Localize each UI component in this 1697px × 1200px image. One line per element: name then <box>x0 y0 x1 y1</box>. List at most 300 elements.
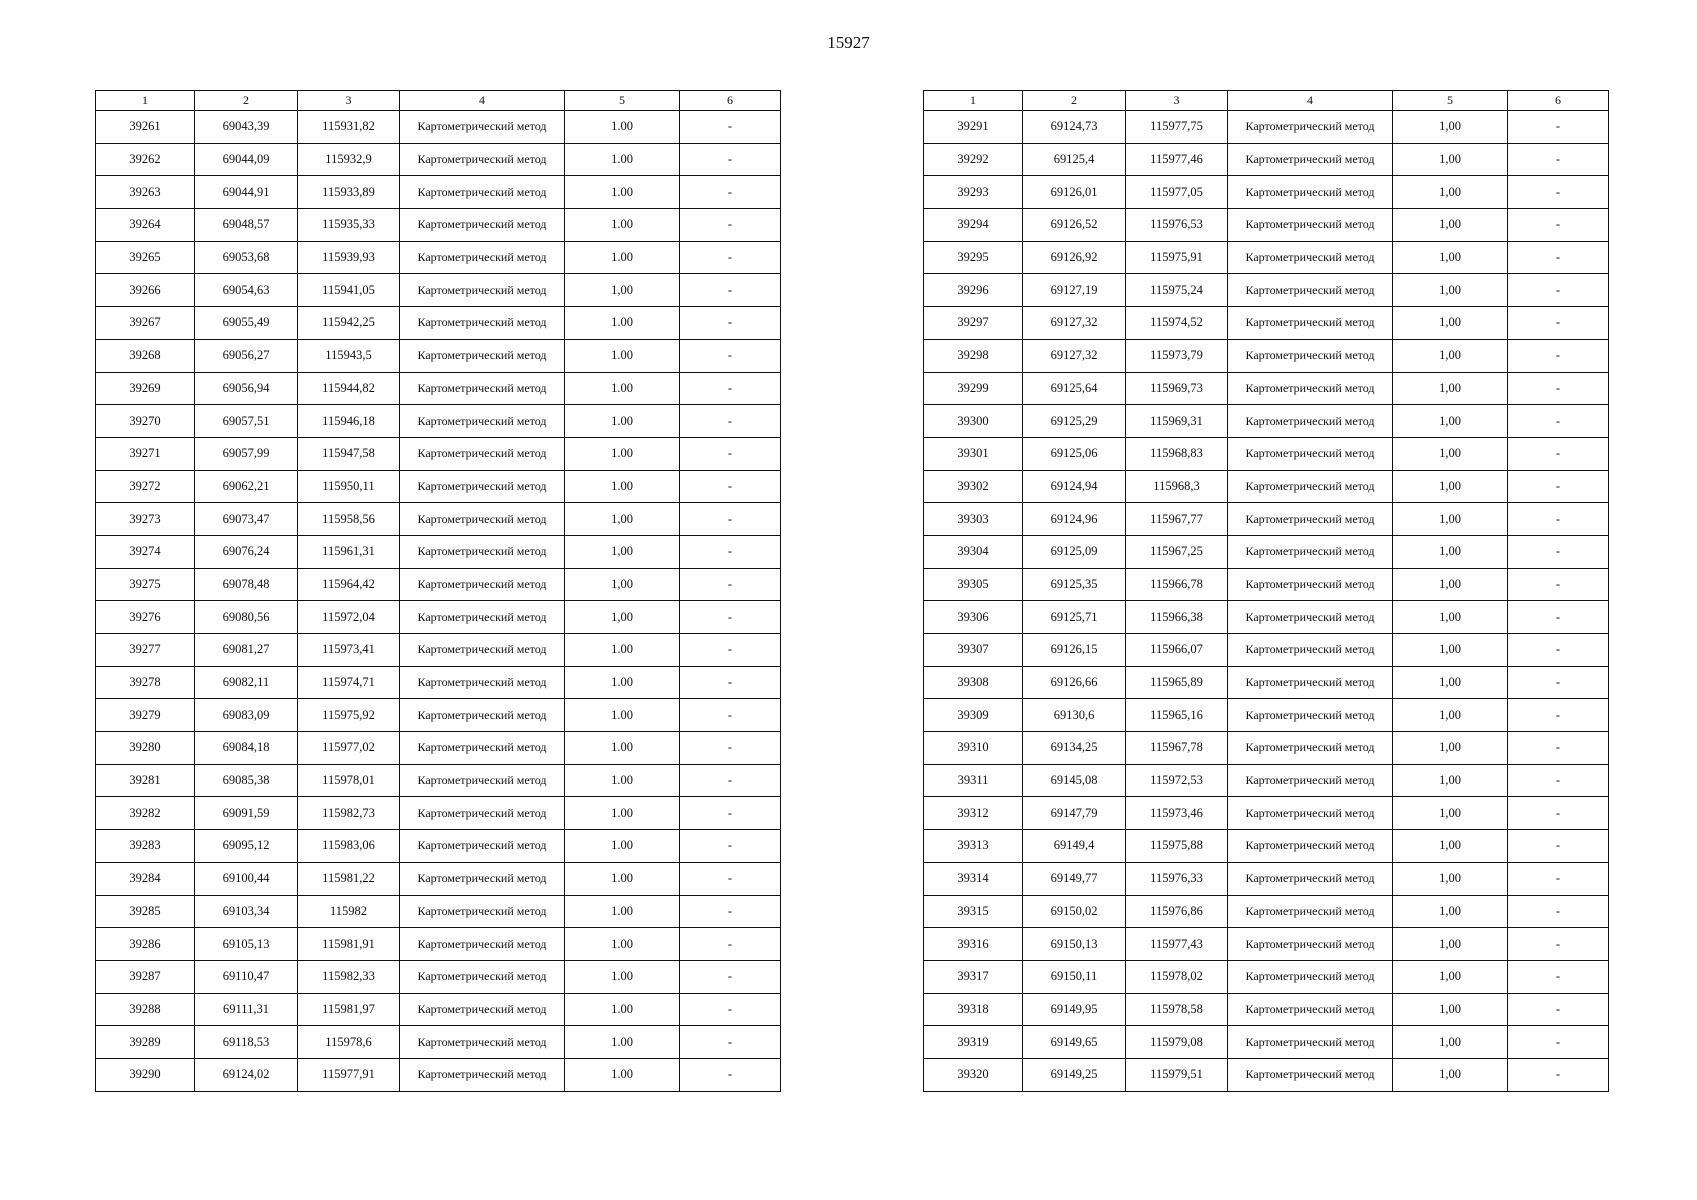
x-coordinate-cell: 69126,66 <box>1023 666 1126 699</box>
y-coordinate-cell: 115981,22 <box>298 862 400 895</box>
point-number-cell: 39261 <box>96 111 195 144</box>
x-coordinate-cell: 69043,39 <box>195 111 298 144</box>
description-cell: - <box>680 862 781 895</box>
method-cell: Картометрический метод <box>1228 176 1393 209</box>
table-row <box>96 111 781 144</box>
description-cell: - <box>680 470 781 503</box>
method-cell: Картометрический метод <box>400 732 565 765</box>
table-row <box>924 503 1609 536</box>
point-number-cell: 39262 <box>96 143 195 176</box>
accuracy-cell: 1,00 <box>565 535 680 568</box>
method-cell: Картометрический метод <box>400 372 565 405</box>
table-row <box>924 470 1609 503</box>
x-coordinate-cell: 69124,94 <box>1023 470 1126 503</box>
x-coordinate-cell: 69125,09 <box>1023 535 1126 568</box>
description-cell: - <box>680 241 781 274</box>
method-cell: Картометрический метод <box>400 960 565 993</box>
x-coordinate-cell: 69126,01 <box>1023 176 1126 209</box>
table-row <box>924 1026 1609 1059</box>
table-row <box>924 928 1609 961</box>
x-coordinate-cell: 69149,65 <box>1023 1026 1126 1059</box>
description-cell: - <box>680 797 781 830</box>
table-row <box>924 535 1609 568</box>
column-header: 1 <box>924 91 1023 111</box>
x-coordinate-cell: 69127,19 <box>1023 274 1126 307</box>
method-cell: Картометрический метод <box>1228 307 1393 340</box>
accuracy-cell: 1.00 <box>565 895 680 928</box>
x-coordinate-cell: 69078,48 <box>195 568 298 601</box>
description-cell: - <box>1508 732 1609 765</box>
accuracy-cell: 1.00 <box>565 634 680 667</box>
x-coordinate-cell: 69150,13 <box>1023 928 1126 961</box>
table-row <box>96 339 781 372</box>
table-row <box>924 993 1609 1026</box>
method-cell: Картометрический метод <box>1228 862 1393 895</box>
point-number-cell: 39319 <box>924 1026 1023 1059</box>
point-number-cell: 39315 <box>924 895 1023 928</box>
accuracy-cell: 1.00 <box>565 732 680 765</box>
table-row <box>924 666 1609 699</box>
description-cell: - <box>1508 993 1609 1026</box>
x-coordinate-cell: 69054,63 <box>195 274 298 307</box>
description-cell: - <box>680 1026 781 1059</box>
accuracy-cell: 1,00 <box>1393 405 1508 438</box>
description-cell: - <box>1508 241 1609 274</box>
table-row <box>924 143 1609 176</box>
description-cell: - <box>680 339 781 372</box>
x-coordinate-cell: 69048,57 <box>195 209 298 242</box>
description-cell: - <box>680 274 781 307</box>
method-cell: Картометрический метод <box>1228 634 1393 667</box>
description-cell: - <box>680 535 781 568</box>
description-cell: - <box>680 960 781 993</box>
column-header: 3 <box>1126 91 1228 111</box>
description-cell: - <box>680 143 781 176</box>
y-coordinate-cell: 115983,06 <box>298 830 400 863</box>
method-cell: Картометрический метод <box>1228 274 1393 307</box>
x-coordinate-cell: 69057,51 <box>195 405 298 438</box>
x-coordinate-cell: 69057,99 <box>195 437 298 470</box>
column-header: 6 <box>1508 91 1609 111</box>
description-cell: - <box>1508 470 1609 503</box>
y-coordinate-cell: 115976,53 <box>1126 209 1228 242</box>
accuracy-cell: 1.00 <box>565 437 680 470</box>
accuracy-cell: 1,00 <box>1393 1058 1508 1091</box>
x-coordinate-cell: 69126,52 <box>1023 209 1126 242</box>
method-cell: Картометрический метод <box>400 405 565 438</box>
point-number-cell: 39283 <box>96 830 195 863</box>
description-cell: - <box>680 1058 781 1091</box>
description-cell: - <box>1508 111 1609 144</box>
description-cell: - <box>1508 372 1609 405</box>
column-header: 4 <box>400 91 565 111</box>
x-coordinate-cell: 69111,31 <box>195 993 298 1026</box>
x-coordinate-cell: 69125,71 <box>1023 601 1126 634</box>
table-row <box>96 470 781 503</box>
accuracy-cell: 1.00 <box>565 470 680 503</box>
accuracy-cell: 1,00 <box>1393 372 1508 405</box>
table-row <box>924 732 1609 765</box>
method-cell: Картометрический метод <box>1228 437 1393 470</box>
x-coordinate-cell: 69081,27 <box>195 634 298 667</box>
description-cell: - <box>680 568 781 601</box>
coordinates-table-left <box>95 90 781 1092</box>
table-header-row <box>924 91 1609 111</box>
column-header: 2 <box>1023 91 1126 111</box>
point-number-cell: 39313 <box>924 830 1023 863</box>
y-coordinate-cell: 115976,86 <box>1126 895 1228 928</box>
table-row <box>924 634 1609 667</box>
point-number-cell: 39301 <box>924 437 1023 470</box>
table-row <box>96 960 781 993</box>
description-cell: - <box>680 503 781 536</box>
point-number-cell: 39280 <box>96 732 195 765</box>
table-row <box>96 437 781 470</box>
point-number-cell: 39286 <box>96 928 195 961</box>
accuracy-cell: 1,00 <box>1393 960 1508 993</box>
point-number-cell: 39266 <box>96 274 195 307</box>
point-number-cell: 39270 <box>96 405 195 438</box>
y-coordinate-cell: 115967,77 <box>1126 503 1228 536</box>
method-cell: Картометрический метод <box>1228 535 1393 568</box>
column-header: 1 <box>96 91 195 111</box>
method-cell: Картометрический метод <box>400 274 565 307</box>
description-cell: - <box>680 764 781 797</box>
method-cell: Картометрический метод <box>400 797 565 830</box>
accuracy-cell: 1,00 <box>1393 470 1508 503</box>
point-number-cell: 39303 <box>924 503 1023 536</box>
table-row <box>924 372 1609 405</box>
x-coordinate-cell: 69056,27 <box>195 339 298 372</box>
description-cell: - <box>680 928 781 961</box>
point-number-cell: 39320 <box>924 1058 1023 1091</box>
x-coordinate-cell: 69149,25 <box>1023 1058 1126 1091</box>
description-cell: - <box>680 209 781 242</box>
y-coordinate-cell: 115973,79 <box>1126 339 1228 372</box>
x-coordinate-cell: 69130,6 <box>1023 699 1126 732</box>
table-row <box>96 241 781 274</box>
point-number-cell: 39264 <box>96 209 195 242</box>
x-coordinate-cell: 69044,09 <box>195 143 298 176</box>
table-row <box>96 503 781 536</box>
y-coordinate-cell: 115979,08 <box>1126 1026 1228 1059</box>
method-cell: Картометрический метод <box>400 307 565 340</box>
table-row <box>924 568 1609 601</box>
description-cell: - <box>1508 568 1609 601</box>
y-coordinate-cell: 115975,92 <box>298 699 400 732</box>
y-coordinate-cell: 115982,33 <box>298 960 400 993</box>
method-cell: Картометрический метод <box>1228 993 1393 1026</box>
table-row <box>924 437 1609 470</box>
description-cell: - <box>1508 437 1609 470</box>
description-cell: - <box>1508 405 1609 438</box>
y-coordinate-cell: 115982,73 <box>298 797 400 830</box>
description-cell: - <box>1508 339 1609 372</box>
description-cell: - <box>680 601 781 634</box>
method-cell: Картометрический метод <box>400 143 565 176</box>
description-cell: - <box>1508 895 1609 928</box>
y-coordinate-cell: 115933,89 <box>298 176 400 209</box>
x-coordinate-cell: 69080,56 <box>195 601 298 634</box>
point-number-cell: 39269 <box>96 372 195 405</box>
y-coordinate-cell: 115935,33 <box>298 209 400 242</box>
accuracy-cell: 1,00 <box>1393 797 1508 830</box>
accuracy-cell: 1,00 <box>1393 830 1508 863</box>
description-cell: - <box>680 372 781 405</box>
description-cell: - <box>1508 176 1609 209</box>
x-coordinate-cell: 69126,15 <box>1023 634 1126 667</box>
table-row <box>924 895 1609 928</box>
table-row <box>924 274 1609 307</box>
description-cell: - <box>1508 666 1609 699</box>
y-coordinate-cell: 115975,91 <box>1126 241 1228 274</box>
point-number-cell: 39267 <box>96 307 195 340</box>
method-cell: Картометрический метод <box>1228 405 1393 438</box>
table-row <box>96 830 781 863</box>
point-number-cell: 39275 <box>96 568 195 601</box>
accuracy-cell: 1,00 <box>1393 862 1508 895</box>
y-coordinate-cell: 115966,07 <box>1126 634 1228 667</box>
point-number-cell: 39305 <box>924 568 1023 601</box>
y-coordinate-cell: 115969,31 <box>1126 405 1228 438</box>
accuracy-cell: 1,00 <box>565 568 680 601</box>
accuracy-cell: 1.00 <box>565 209 680 242</box>
x-coordinate-cell: 69150,11 <box>1023 960 1126 993</box>
x-coordinate-cell: 69124,73 <box>1023 111 1126 144</box>
table-row <box>96 797 781 830</box>
table-row <box>924 960 1609 993</box>
method-cell: Картометрический метод <box>1228 830 1393 863</box>
accuracy-cell: 1.00 <box>565 960 680 993</box>
y-coordinate-cell: 115977,46 <box>1126 143 1228 176</box>
x-coordinate-cell: 69125,4 <box>1023 143 1126 176</box>
accuracy-cell: 1,00 <box>1393 699 1508 732</box>
accuracy-cell: 1.00 <box>565 372 680 405</box>
y-coordinate-cell: 115972,04 <box>298 601 400 634</box>
y-coordinate-cell: 115978,02 <box>1126 960 1228 993</box>
y-coordinate-cell: 115976,33 <box>1126 862 1228 895</box>
table-row <box>924 405 1609 438</box>
point-number-cell: 39273 <box>96 503 195 536</box>
x-coordinate-cell: 69149,4 <box>1023 830 1126 863</box>
point-number-cell: 39296 <box>924 274 1023 307</box>
accuracy-cell: 1,00 <box>1393 176 1508 209</box>
y-coordinate-cell: 115965,16 <box>1126 699 1228 732</box>
x-coordinate-cell: 69085,38 <box>195 764 298 797</box>
description-cell: - <box>1508 797 1609 830</box>
description-cell: - <box>680 176 781 209</box>
point-number-cell: 39309 <box>924 699 1023 732</box>
method-cell: Картометрический метод <box>400 176 565 209</box>
x-coordinate-cell: 69055,49 <box>195 307 298 340</box>
method-cell: Картометрический метод <box>400 928 565 961</box>
description-cell: - <box>680 699 781 732</box>
y-coordinate-cell: 115978,58 <box>1126 993 1228 1026</box>
y-coordinate-cell: 115977,05 <box>1126 176 1228 209</box>
x-coordinate-cell: 69150,02 <box>1023 895 1126 928</box>
point-number-cell: 39306 <box>924 601 1023 634</box>
accuracy-cell: 1,00 <box>1393 895 1508 928</box>
x-coordinate-cell: 69127,32 <box>1023 307 1126 340</box>
y-coordinate-cell: 115969,73 <box>1126 372 1228 405</box>
point-number-cell: 39316 <box>924 928 1023 961</box>
method-cell: Картометрический метод <box>400 209 565 242</box>
x-coordinate-cell: 69082,11 <box>195 666 298 699</box>
x-coordinate-cell: 69145,08 <box>1023 764 1126 797</box>
description-cell: - <box>680 993 781 1026</box>
point-number-cell: 39304 <box>924 535 1023 568</box>
method-cell: Картометрический метод <box>1228 241 1393 274</box>
column-header: 4 <box>1228 91 1393 111</box>
method-cell: Картометрический метод <box>400 1026 565 1059</box>
accuracy-cell: 1,00 <box>1393 111 1508 144</box>
description-cell: - <box>680 111 781 144</box>
method-cell: Картометрический метод <box>1228 895 1393 928</box>
y-coordinate-cell: 115942,25 <box>298 307 400 340</box>
method-cell: Картометрический метод <box>1228 568 1393 601</box>
method-cell: Картометрический метод <box>400 862 565 895</box>
table-row <box>96 209 781 242</box>
point-number-cell: 39263 <box>96 176 195 209</box>
point-number-cell: 39291 <box>924 111 1023 144</box>
accuracy-cell: 1.00 <box>565 993 680 1026</box>
method-cell: Картометрический метод <box>400 601 565 634</box>
point-number-cell: 39307 <box>924 634 1023 667</box>
table-row <box>96 143 781 176</box>
point-number-cell: 39278 <box>96 666 195 699</box>
table-row <box>96 372 781 405</box>
point-number-cell: 39295 <box>924 241 1023 274</box>
y-coordinate-cell: 115978,6 <box>298 1026 400 1059</box>
y-coordinate-cell: 115966,38 <box>1126 601 1228 634</box>
point-number-cell: 39318 <box>924 993 1023 1026</box>
table-row <box>924 601 1609 634</box>
y-coordinate-cell: 115972,53 <box>1126 764 1228 797</box>
table-row <box>96 862 781 895</box>
method-cell: Картометрический метод <box>400 437 565 470</box>
x-coordinate-cell: 69127,32 <box>1023 339 1126 372</box>
y-coordinate-cell: 115950,11 <box>298 470 400 503</box>
accuracy-cell: 1,00 <box>1393 241 1508 274</box>
x-coordinate-cell: 69149,77 <box>1023 862 1126 895</box>
x-coordinate-cell: 69125,29 <box>1023 405 1126 438</box>
method-cell: Картометрический метод <box>400 470 565 503</box>
accuracy-cell: 1,00 <box>565 274 680 307</box>
y-coordinate-cell: 115947,58 <box>298 437 400 470</box>
description-cell: - <box>680 307 781 340</box>
accuracy-cell: 1.00 <box>565 241 680 274</box>
description-cell: - <box>680 634 781 667</box>
description-cell: - <box>680 666 781 699</box>
accuracy-cell: 1.00 <box>565 176 680 209</box>
y-coordinate-cell: 115977,75 <box>1126 111 1228 144</box>
table-row <box>96 732 781 765</box>
description-cell: - <box>1508 274 1609 307</box>
point-number-cell: 39285 <box>96 895 195 928</box>
method-cell: Картометрический метод <box>400 830 565 863</box>
accuracy-cell: 1.00 <box>565 1026 680 1059</box>
point-number-cell: 39311 <box>924 764 1023 797</box>
accuracy-cell: 1,00 <box>565 503 680 536</box>
point-number-cell: 39314 <box>924 862 1023 895</box>
x-coordinate-cell: 69053,68 <box>195 241 298 274</box>
method-cell: Картометрический метод <box>400 503 565 536</box>
y-coordinate-cell: 115974,52 <box>1126 307 1228 340</box>
table-row <box>96 666 781 699</box>
accuracy-cell: 1,00 <box>1393 274 1508 307</box>
accuracy-cell: 1,00 <box>1393 1026 1508 1059</box>
point-number-cell: 39312 <box>924 797 1023 830</box>
description-cell: - <box>1508 1058 1609 1091</box>
description-cell: - <box>1508 634 1609 667</box>
x-coordinate-cell: 69100,44 <box>195 862 298 895</box>
y-coordinate-cell: 115944,82 <box>298 372 400 405</box>
description-cell: - <box>1508 143 1609 176</box>
description-cell: - <box>1508 928 1609 961</box>
point-number-cell: 39274 <box>96 535 195 568</box>
point-number-cell: 39298 <box>924 339 1023 372</box>
accuracy-cell: 1,00 <box>1393 601 1508 634</box>
method-cell: Картометрический метод <box>1228 111 1393 144</box>
table-row <box>924 764 1609 797</box>
y-coordinate-cell: 115981,91 <box>298 928 400 961</box>
table-row <box>96 405 781 438</box>
method-cell: Картометрический метод <box>1228 960 1393 993</box>
method-cell: Картометрический метод <box>400 535 565 568</box>
accuracy-cell: 1.00 <box>565 339 680 372</box>
table-row <box>924 699 1609 732</box>
y-coordinate-cell: 115977,43 <box>1126 928 1228 961</box>
table-row <box>96 993 781 1026</box>
x-coordinate-cell: 69083,09 <box>195 699 298 732</box>
table-header-row <box>96 91 781 111</box>
method-cell: Картометрический метод <box>1228 666 1393 699</box>
y-coordinate-cell: 115968,83 <box>1126 437 1228 470</box>
x-coordinate-cell: 69125,35 <box>1023 568 1126 601</box>
y-coordinate-cell: 115981,97 <box>298 993 400 1026</box>
description-cell: - <box>680 732 781 765</box>
y-coordinate-cell: 115931,82 <box>298 111 400 144</box>
point-number-cell: 39297 <box>924 307 1023 340</box>
table-row <box>924 339 1609 372</box>
table-row <box>96 176 781 209</box>
method-cell: Картометрический метод <box>1228 764 1393 797</box>
description-cell: - <box>1508 960 1609 993</box>
method-cell: Картометрический метод <box>400 339 565 372</box>
accuracy-cell: 1.00 <box>565 764 680 797</box>
accuracy-cell: 1,00 <box>565 601 680 634</box>
table-row <box>96 568 781 601</box>
y-coordinate-cell: 115943,5 <box>298 339 400 372</box>
accuracy-cell: 1,00 <box>1393 437 1508 470</box>
method-cell: Картометрический метод <box>1228 797 1393 830</box>
point-number-cell: 39292 <box>924 143 1023 176</box>
accuracy-cell: 1.00 <box>565 405 680 438</box>
point-number-cell: 39293 <box>924 176 1023 209</box>
x-coordinate-cell: 69062,21 <box>195 470 298 503</box>
table-row <box>96 699 781 732</box>
method-cell: Картометрический метод <box>1228 699 1393 732</box>
x-coordinate-cell: 69124,02 <box>195 1058 298 1091</box>
accuracy-cell: 1,00 <box>1393 307 1508 340</box>
y-coordinate-cell: 115964,42 <box>298 568 400 601</box>
table-row <box>924 307 1609 340</box>
method-cell: Картометрический метод <box>400 241 565 274</box>
x-coordinate-cell: 69124,96 <box>1023 503 1126 536</box>
x-coordinate-cell: 69125,06 <box>1023 437 1126 470</box>
column-header: 3 <box>298 91 400 111</box>
point-number-cell: 39288 <box>96 993 195 1026</box>
